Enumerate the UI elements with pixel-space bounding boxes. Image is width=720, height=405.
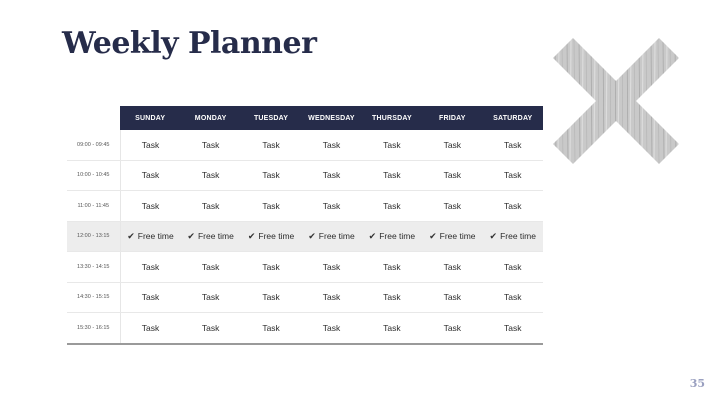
table-row: [67, 252, 543, 283]
task-cell[interactable]: [422, 282, 482, 313]
task-cell[interactable]: [180, 313, 240, 344]
task-cell[interactable]: [301, 313, 361, 344]
cell-label: Task: [201, 200, 220, 211]
cell-label: Free time: [258, 230, 295, 241]
day-header-monday: MONDAY: [180, 106, 240, 130]
time-slot-label: 09:00 - 09:45: [67, 130, 120, 160]
day-header-wednesday: WEDNESDAY: [301, 106, 361, 130]
task-cell[interactable]: [483, 252, 543, 283]
task-cell[interactable]: [422, 313, 482, 344]
task-cell[interactable]: [180, 282, 240, 313]
task-cell[interactable]: [241, 191, 301, 222]
cell-label: Task: [504, 170, 522, 181]
task-cell[interactable]: [362, 313, 422, 344]
day-header-row: [67, 106, 543, 130]
cell-label: Task: [443, 170, 462, 181]
cell-label: Task: [262, 322, 280, 333]
task-cell[interactable]: [483, 160, 543, 191]
task-cell[interactable]: [120, 130, 180, 160]
task-cell[interactable]: [120, 160, 180, 191]
cell-label: Task: [141, 170, 160, 181]
cell-label: Task: [383, 322, 401, 333]
check-icon: ✔: [308, 230, 316, 241]
cell-label: Task: [262, 200, 280, 211]
check-icon: ✔: [489, 230, 498, 241]
cell-label: Free time: [318, 230, 355, 241]
free-time-row: [67, 221, 543, 252]
task-cell[interactable]: [301, 160, 361, 191]
cell-label: Task: [262, 292, 280, 303]
cell-label: Task: [443, 261, 462, 272]
task-cell[interactable]: [362, 130, 422, 160]
cell-label: Task: [443, 322, 462, 333]
weekly-planner-table: [67, 106, 543, 345]
cell-label: Task: [141, 261, 160, 272]
task-cell[interactable]: [301, 191, 361, 222]
task-cell[interactable]: [241, 252, 301, 283]
cell-label: Task: [201, 261, 220, 272]
task-cell[interactable]: [241, 160, 301, 191]
check-icon: ✔: [127, 230, 135, 241]
task-cell[interactable]: [241, 313, 301, 344]
cell-label: Task: [322, 170, 341, 181]
cell-label: Free time: [137, 230, 174, 241]
cell-label: Free time: [379, 230, 416, 241]
free-time-cell[interactable]: [241, 221, 301, 252]
task-cell[interactable]: [483, 130, 543, 160]
check-icon: ✔: [247, 230, 256, 241]
table-row: [67, 313, 543, 344]
check-icon: ✔: [368, 230, 377, 241]
task-cell[interactable]: [362, 252, 422, 283]
cell-label: Free time: [197, 230, 234, 241]
cell-label: Task: [262, 139, 280, 150]
table-row: [67, 130, 543, 160]
cell-label: Task: [141, 200, 160, 211]
task-cell[interactable]: [241, 282, 301, 313]
day-header-friday: FRIDAY: [422, 106, 482, 130]
time-slot-label: 11:00 - 11:45: [67, 191, 120, 222]
time-slot-label: 13:30 - 14:15: [67, 252, 120, 283]
table-row: [67, 160, 543, 191]
cell-label: Task: [443, 292, 462, 303]
cell-label: Task: [383, 200, 401, 211]
cell-label: Task: [443, 139, 462, 150]
task-cell[interactable]: [180, 252, 240, 283]
check-icon: ✔: [187, 230, 195, 241]
task-cell[interactable]: [422, 252, 482, 283]
table-row: [67, 191, 543, 222]
task-cell[interactable]: [362, 191, 422, 222]
time-slot-label: 15:30 - 16:15: [67, 313, 120, 344]
slide-title: Weekly Planner: [62, 26, 317, 61]
check-icon: ✔: [429, 230, 437, 241]
cell-label: Free time: [439, 230, 476, 241]
cell-label: Task: [141, 322, 160, 333]
task-cell[interactable]: [362, 160, 422, 191]
day-header-thursday: THURSDAY: [362, 106, 422, 130]
free-time-cell[interactable]: [422, 221, 482, 252]
task-cell[interactable]: [301, 252, 361, 283]
task-cell[interactable]: [422, 191, 482, 222]
page-number: 35: [689, 377, 705, 390]
free-time-cell[interactable]: [301, 221, 361, 252]
free-time-cell[interactable]: [362, 221, 422, 252]
cell-label: Task: [504, 200, 522, 211]
cell-label: Task: [443, 200, 462, 211]
time-slot-label: 10:00 - 10:45: [67, 160, 120, 191]
cell-label: Task: [322, 200, 341, 211]
cell-label: Task: [383, 170, 401, 181]
cell-label: Task: [322, 292, 341, 303]
cell-label: Task: [322, 261, 341, 272]
cell-label: Task: [504, 322, 522, 333]
task-cell[interactable]: [120, 282, 180, 313]
task-cell[interactable]: [241, 130, 301, 160]
time-slot-label: 14:30 - 15:15: [67, 282, 120, 313]
table-row: [67, 282, 543, 313]
cell-label: Free time: [500, 230, 536, 241]
cell-label: Task: [383, 292, 401, 303]
task-cell[interactable]: [483, 282, 543, 313]
cell-label: Task: [201, 170, 220, 181]
cell-label: Task: [141, 139, 160, 150]
task-cell[interactable]: [362, 282, 422, 313]
cell-label: Task: [262, 261, 280, 272]
task-cell[interactable]: [120, 313, 180, 344]
cell-label: Task: [262, 170, 280, 181]
task-cell[interactable]: [301, 130, 361, 160]
task-cell[interactable]: [180, 191, 240, 222]
free-time-cell[interactable]: [180, 221, 240, 252]
cell-label: Task: [141, 292, 160, 303]
cell-label: Task: [201, 139, 220, 150]
cell-label: Task: [383, 261, 401, 272]
day-header-tuesday: TUESDAY: [241, 106, 301, 130]
cell-label: Task: [383, 139, 401, 150]
task-cell[interactable]: [180, 160, 240, 191]
cell-label: Task: [201, 292, 220, 303]
task-cell[interactable]: [422, 130, 482, 160]
task-cell[interactable]: [422, 160, 482, 191]
time-column-header: [67, 106, 120, 130]
task-cell[interactable]: [120, 252, 180, 283]
cell-label: Task: [504, 261, 522, 272]
cell-label: Task: [201, 322, 220, 333]
wooden-x-icon: [553, 38, 679, 164]
time-slot-label: 12:00 - 13:15: [67, 221, 120, 252]
task-cell[interactable]: [483, 313, 543, 344]
task-cell[interactable]: [180, 130, 240, 160]
task-cell[interactable]: [120, 191, 180, 222]
task-cell[interactable]: [483, 191, 543, 222]
free-time-cell[interactable]: [120, 221, 180, 252]
cell-label: Task: [322, 322, 341, 333]
day-header-sunday: SUNDAY: [120, 106, 180, 130]
cell-label: Task: [504, 139, 522, 150]
task-cell[interactable]: [301, 282, 361, 313]
free-time-cell[interactable]: [483, 221, 543, 252]
day-header-saturday: SATURDAY: [483, 106, 543, 130]
cell-label: Task: [504, 292, 522, 303]
cell-label: Task: [322, 139, 341, 150]
